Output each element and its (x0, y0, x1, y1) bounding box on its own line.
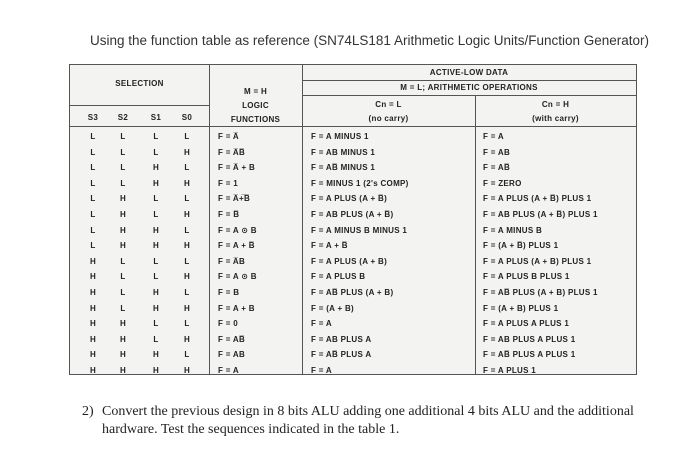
cell-s0: L (184, 319, 190, 329)
header-mh: M = H (243, 87, 268, 96)
cell-carry: F = A MINUS B (483, 225, 543, 235)
cell-logic: F = AB (218, 350, 246, 360)
cell-s0: L (184, 163, 190, 173)
cell-s3: L (90, 178, 96, 188)
cell-s1: L (153, 319, 159, 329)
cell-logic: F = B (218, 288, 240, 297)
cell-s2: L (120, 256, 126, 266)
cell-s2: H (119, 241, 127, 251)
cell-s2: H (119, 210, 127, 219)
cell-carry: F = ZERO (483, 178, 522, 188)
header-cn-l: Cn = L (375, 100, 402, 109)
table-row (70, 301, 636, 317)
cell-carry: F = A PLUS 1 (483, 366, 537, 375)
cell-s0: L (184, 225, 190, 235)
cell-carry: F = AB (483, 147, 511, 157)
cell-s1: L (153, 132, 159, 141)
cell-s1: H (152, 288, 160, 297)
hline-active-low (302, 80, 636, 81)
header-no-carry: (no carry) (368, 114, 409, 123)
table-row (70, 332, 636, 348)
cell-logic: F = B̅ (218, 210, 240, 219)
cell-s3: H (89, 256, 97, 266)
cell-nocarry: F = A + B̅ (311, 241, 348, 251)
table-row (70, 191, 636, 207)
cell-logic: F = A̅B̅ (218, 147, 246, 157)
cell-s2: L (120, 303, 126, 313)
cell-carry: F = A PLUS (A + B) PLUS 1 (483, 256, 592, 266)
hline-header-bottom (70, 126, 636, 127)
table-row (70, 223, 636, 239)
table-row (70, 207, 636, 223)
cell-s1: L (153, 272, 159, 282)
cell-s1: H (152, 350, 160, 360)
cell-s1: L (153, 194, 159, 204)
cell-s0: H (183, 366, 191, 375)
cell-s0: H (183, 272, 191, 282)
header-selection: SELECTION (115, 79, 164, 88)
cell-s2: L (120, 147, 126, 157)
cell-nocarry: F = A MINUS B MINUS 1 (311, 225, 408, 235)
hline-selection (70, 105, 209, 106)
cell-carry: F = A PLUS (A + B̅) PLUS 1 (483, 194, 592, 204)
table-row (70, 269, 636, 285)
cell-carry: F = AB PLUS (A + B̅) PLUS 1 (483, 210, 598, 219)
cell-s3: H (89, 303, 97, 313)
question-number: 2) (82, 404, 94, 419)
cell-nocarry: F = AB PLUS A (311, 334, 372, 344)
cell-nocarry: F = AB MINUS 1 (311, 147, 376, 157)
cell-s0: L (184, 194, 190, 204)
table-row (70, 285, 636, 301)
intro-text: Using the function table as reference (SN74LS181 Arithmetic Logic Units/Function Generator) (90, 33, 650, 48)
cell-s2: H (119, 366, 127, 375)
table-row (70, 238, 636, 254)
cell-logic: F = A̅+̅B̅ (218, 194, 251, 204)
cell-s2: L (120, 163, 126, 173)
cell-s2: L (120, 178, 126, 188)
cell-carry: F = A PLUS A PLUS 1 (483, 319, 570, 329)
header-s3: S3 (87, 113, 99, 122)
cell-s3: L (90, 225, 96, 235)
cell-logic: F = A̅ + B (218, 163, 256, 173)
cell-logic: F = A̅B (218, 256, 246, 266)
table-row (70, 176, 636, 192)
cell-s1: L (153, 256, 159, 266)
cell-carry: F = (A + B) PLUS 1 (483, 303, 559, 313)
cell-s3: H (89, 319, 97, 329)
header-functions: FUNCTIONS (230, 115, 281, 124)
cell-logic: F = A ⊙ B (218, 272, 257, 282)
cell-nocarry: F = AB̅ MINUS 1 (311, 163, 376, 173)
cell-s3: L (90, 132, 96, 141)
cell-s3: H (89, 288, 97, 297)
cell-s3: H (89, 366, 97, 375)
cell-s2: L (120, 272, 126, 282)
cell-carry: F = AB PLUS A PLUS 1 (483, 334, 576, 344)
cell-s0: H (183, 210, 191, 219)
cell-s0: H (183, 147, 191, 157)
header-arith-ops: M = L; ARITHMETIC OPERATIONS (400, 83, 538, 92)
cell-nocarry: F = AB̅ PLUS (A + B) (311, 288, 394, 297)
function-table (69, 64, 637, 375)
cell-s3: H (89, 350, 97, 360)
cell-s1: H (152, 303, 160, 313)
cell-carry: F = AB̅ PLUS (A + B) PLUS 1 (483, 288, 598, 297)
cell-s0: L (184, 288, 190, 297)
header-cn-h: Cn = H (541, 100, 570, 109)
cell-s1: H (152, 178, 160, 188)
cell-logic: F = A + B (218, 303, 255, 313)
cell-s0: H (183, 178, 191, 188)
cell-s0: H (183, 334, 191, 344)
cell-s0: H (183, 303, 191, 313)
cell-s3: L (90, 241, 96, 251)
cell-s3: L (90, 163, 96, 173)
cell-carry: F = A (483, 132, 504, 141)
cell-logic: F = A (218, 366, 239, 375)
cell-s2: H (119, 194, 127, 204)
cell-s1: H (152, 241, 160, 251)
cell-nocarry: F = A (311, 319, 332, 329)
cell-nocarry: F = A (311, 366, 332, 375)
cell-s1: H (152, 225, 160, 235)
cell-carry: F = (A + B̅) PLUS 1 (483, 241, 559, 251)
header-s1: S1 (150, 113, 162, 122)
table-row (70, 347, 636, 363)
cell-nocarry: F = (A + B) (311, 303, 355, 313)
cell-nocarry: F = AB PLUS (A + B̅) (311, 210, 394, 219)
cell-s1: L (153, 210, 159, 219)
cell-logic: F = A̅ (218, 132, 239, 141)
cell-nocarry: F = A PLUS (A + B̅) (311, 194, 388, 204)
cell-logic: F = 0 (218, 319, 238, 329)
cell-logic: F = A ⊙ B (218, 225, 257, 235)
cell-nocarry: F = A PLUS (A + B) (311, 256, 388, 266)
cell-carry: F = AB̅ (483, 163, 511, 173)
cell-s1: H (152, 163, 160, 173)
cell-nocarry: F = MINUS 1 (2's COMP) (311, 178, 409, 188)
question-text: Convert the previous design in 8 bits ALU adding one additional 4 bits ALU and the additional hardware. Test the sequences indicated in the table 1. (102, 404, 634, 437)
header-active-low-data: ACTIVE-LOW DATA (429, 68, 509, 77)
table-row (70, 129, 636, 145)
cell-s0: L (184, 132, 190, 141)
hline-arith (302, 95, 636, 96)
table-row (70, 254, 636, 270)
cell-nocarry: F = A PLUS B (311, 272, 366, 282)
cell-s2: L (120, 132, 126, 141)
cell-logic: F = 1 (218, 178, 238, 188)
header-s0: S0 (181, 113, 193, 122)
cell-s3: H (89, 272, 97, 282)
cell-s2: H (119, 334, 127, 344)
cell-carry: F = A PLUS B PLUS 1 (483, 272, 570, 282)
cell-nocarry: F = A MINUS 1 (311, 132, 369, 141)
cell-s0: L (184, 256, 190, 266)
table-row (70, 145, 636, 161)
cell-s2: L (120, 288, 126, 297)
cell-s2: H (119, 350, 127, 360)
cell-s2: H (119, 319, 127, 329)
cell-logic: F = AB̅ (218, 334, 246, 344)
cell-nocarry: F = AB̅ PLUS A (311, 350, 372, 360)
cell-s3: L (90, 210, 96, 219)
cell-s2: H (119, 225, 127, 235)
header-logic: LOGIC (242, 101, 269, 110)
cell-carry: F = AB̅ PLUS A PLUS 1 (483, 350, 576, 360)
cell-s3: L (90, 147, 96, 157)
cell-s1: H (152, 366, 160, 375)
cell-s1: L (153, 147, 159, 157)
table-row (70, 363, 636, 379)
table-row (70, 160, 636, 176)
cell-s3: L (90, 194, 96, 204)
header-with-carry: (with carry) (532, 114, 579, 123)
cell-s3: H (89, 334, 97, 344)
header-s2: S2 (117, 113, 129, 122)
table-row (70, 316, 636, 332)
cell-s1: L (153, 334, 159, 344)
cell-logic: F = A + B̅ (218, 241, 255, 251)
cell-s0: H (183, 241, 191, 251)
cell-s0: L (184, 350, 190, 360)
